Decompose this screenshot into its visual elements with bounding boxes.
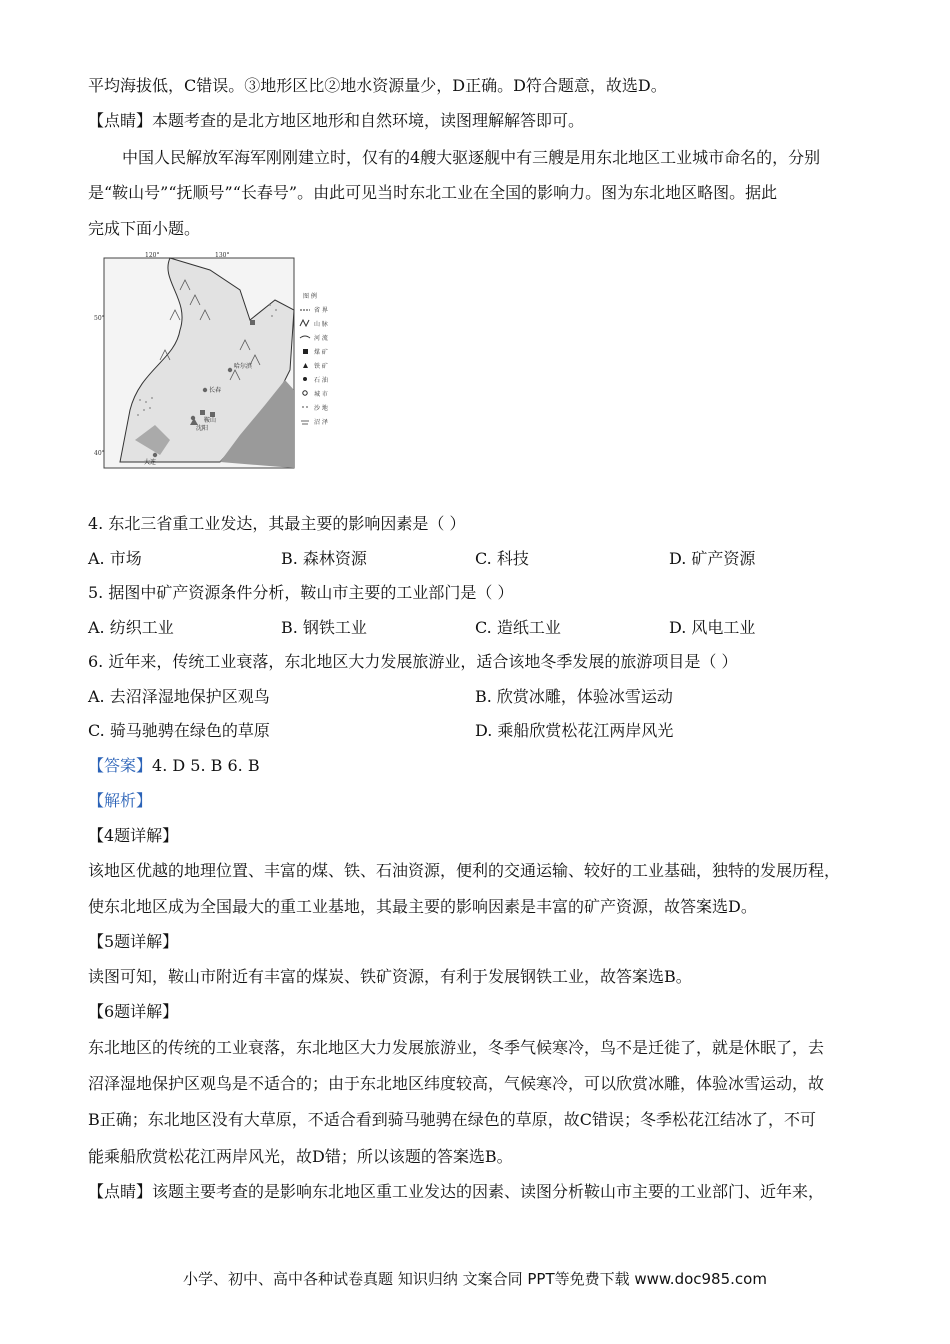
detail-text: 使东北地区成为全国最大的重工业基地，其最主要的影响因素是丰富的矿产资源，故答案选D。 [88,897,757,916]
city-label: 长春 [209,387,222,394]
option: C. 骑马驰骋在绿色的草原 [88,721,270,740]
analysis-tag: 【解析】 [88,791,153,810]
option: D. 矿产资源 [669,549,756,568]
option: A. 市场 [88,549,142,568]
option: A. 去沼泽湿地保护区观鸟 [88,687,270,706]
city-label: 鞍山 [204,417,217,424]
legend-item: 河 流 [314,335,328,342]
northeast-map [94,250,358,472]
option: A. 纺织工业 [88,618,174,637]
intro-line: 是“鞍山号”“抚顺号”“长春号”。由此可见当时东北工业在全国的影响力。图为东北地区略图。据此 [88,183,778,202]
question-stem: 4. 东北三省重工业发达，其最主要的影响因素是（ ） [88,514,466,533]
latitude-label: 50° [94,315,105,322]
tip-line: 【点睛】本题考查的是北方地区地形和自然环境，读图理解解答即可。 [88,111,585,130]
detail-title: 【6题详解】 [88,1002,179,1021]
option: B. 钢铁工业 [281,618,367,637]
tip-line: 【点睛】该题主要考查的是影响东北地区重工业发达的因素、读图分析鞍山市主要的工业部门、近年来， [88,1182,825,1201]
latitude-label: 40° [94,450,105,457]
intro-line: 完成下面小题。 [88,219,201,238]
question-stem: 5. 据图中矿产资源条件分析，鞍山市主要的工业部门是（ ） [88,583,514,602]
legend-item: 石 油 [314,377,328,384]
map-legend [300,292,328,426]
legend-item: 铁 矿 [314,363,328,370]
detail-text: 能乘船欣赏松花江两岸风光，故D错；所以该题的答案选B。 [88,1147,513,1166]
legend-item: 山 脉 [314,321,328,328]
city-label: 大连 [144,459,157,466]
detail-text: 读图可知，鞍山市附近有丰富的煤炭、铁矿资源，有利于发展钢铁工业，故答案选B。 [88,967,692,986]
option: C. 科技 [475,549,529,568]
legend-item: 沙 地 [314,405,328,412]
option: D. 乘船欣赏松花江两岸风光 [475,721,674,740]
legend-item: 沼 泽 [314,419,328,426]
longitude-label: 120° [145,252,160,259]
option: C. 造纸工业 [475,618,561,637]
detail-text: B正确；东北地区没有大草原，不适合看到骑马驰骋在绿色的草原，故C错误；冬季松花江结冰了，不可 [88,1110,817,1129]
answer-line [88,755,260,777]
intro-line: 中国人民解放军海军刚刚建立时，仅有的4艘大驱逐舰中有三艘是用东北地区工业城市命名的，分别 [122,148,821,167]
legend-item: 省 界 [314,307,328,314]
option: B. 森林资源 [281,549,367,568]
detail-text: 该地区优越的地理位置、丰富的煤、铁、石油资源，便利的交通运输、较好的工业基础，独特的发展历程， [88,861,841,880]
city-label: 沈阳 [196,425,209,432]
city-label: 哈尔滨 [234,363,253,370]
answer-tag: 【答案】 [88,756,153,775]
legend-title: 图 例 [303,293,317,300]
legend-item: 城 市 [314,391,328,398]
detail-title: 【5题详解】 [88,932,179,951]
footer-text: 小学、初中、高中各种试卷真题 知识归纳 文案合同 PPT等免费下载 www.doc985.com [183,1270,767,1288]
text-line: 平均海拔低，C错误。③地形区比②地水资源量少，D正确。D符合题意，故选D。 [88,76,667,95]
option: D. 风电工业 [669,618,756,637]
option: B. 欣赏冰雕，体验冰雪运动 [475,687,673,706]
longitude-label: 130° [215,252,230,259]
detail-title: 【4题详解】 [88,826,179,845]
detail-text: 沼泽湿地保护区观鸟是不适合的；由于东北地区纬度较高，气候寒冷，可以欣赏冰雕，体验冰雪运动，故 [88,1074,825,1093]
answer-value: 4. D 5. B 6. B [152,756,260,775]
question-stem: 6. 近年来，传统工业衰落，东北地区大力发展旅游业，适合该地冬季发展的旅游项目是（ ） [88,652,738,671]
detail-text: 东北地区的传统的工业衰落，东北地区大力发展旅游业，冬季气候寒冷，鸟不是迁徙了，就是休眠了，去 [88,1038,825,1057]
legend-item: 煤 矿 [314,349,328,356]
